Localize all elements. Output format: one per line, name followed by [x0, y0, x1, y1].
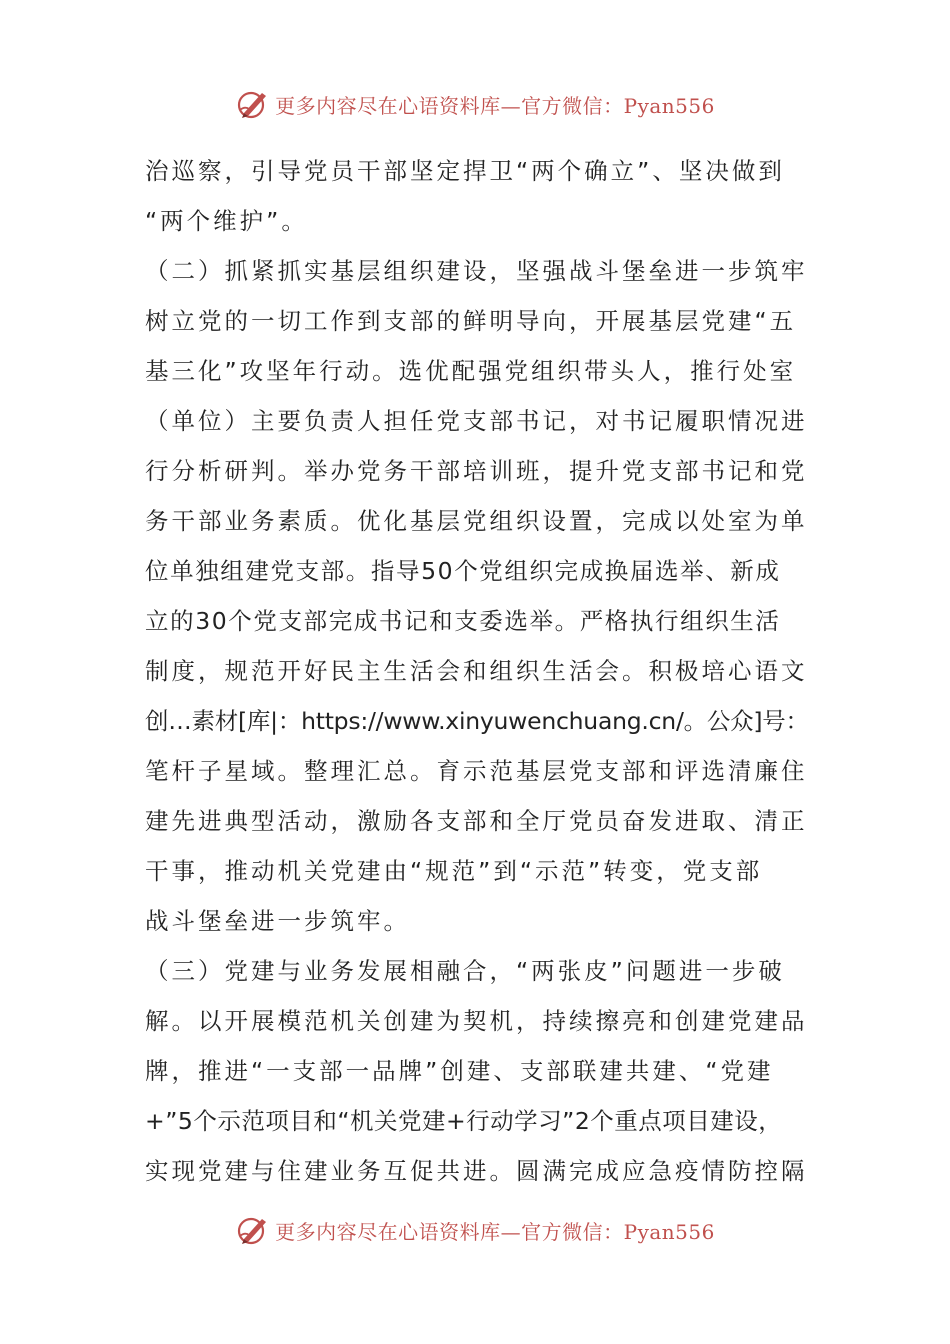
body-line: 制度，规范开好民主生活会和组织生活会。积极培心语文 — [145, 657, 808, 685]
body-line: 战斗堡垒进一步筑牢。 — [145, 907, 410, 935]
body-line: 立的30个党支部完成书记和支委选举。严格执行组织生活 — [145, 607, 781, 635]
body-line: +”5个示范项目和“机关党建+行动学习”2个重点项目建设， — [145, 1107, 783, 1135]
document-body — [145, 146, 815, 1196]
body-line: 解。以开展模范机关创建为契机，持续擦亮和创建党建品 — [145, 1007, 808, 1035]
body-line: （三）党建与业务发展相融合，“两张皮”问题进一步破 — [145, 957, 785, 985]
body-line: 实现党建与住建业务互促共进。圆满完成应急疫情防控隔 — [145, 1157, 808, 1185]
body-line: 牌，推进“一支部一品牌”创建、支部联建共建、“党建 — [145, 1057, 774, 1085]
pen-logo-icon — [235, 86, 271, 122]
body-line: 基三化”攻坚年行动。选优配强党组织带头人，推行处室 — [145, 357, 797, 385]
body-line: 树立党的一切工作到支部的鲜明导向，开展基层党建“五 — [145, 307, 797, 335]
body-line: 干事，推动机关党建由“规范”到“示范”转变，党支部 — [145, 857, 763, 885]
body-line: （二）抓紧抓实基层组织建设，坚强战斗堡垒进一步筑牢 — [145, 257, 808, 285]
body-line: 务干部业务素质。优化基层党组织设置，完成以处室为单 — [145, 507, 808, 535]
banner-text: 更多内容尽在心语资料库—官方微信：Pyan556 — [275, 93, 715, 118]
header-banner — [0, 84, 950, 124]
pen-logo-icon — [235, 1212, 271, 1248]
body-line: “两个维护”。 — [145, 207, 308, 235]
body-line: 治巡察，引导党员干部坚定捍卫“两个确立”、坚决做到 — [145, 157, 785, 185]
banner-text: 更多内容尽在心语资料库—官方微信：Pyan556 — [275, 1219, 715, 1244]
body-line: 笔杆子星域。整理汇总。育示范基层党支部和评选清廉住 — [145, 757, 808, 785]
body-line: （单位）主要负责人担任党支部书记，对书记履职情况进 — [145, 407, 808, 435]
body-line: 位单独组建党支部。指导50个党组织完成换届选举、新成 — [145, 557, 781, 585]
body-line: 行分析研判。举办党务干部培训班，提升党支部书记和党 — [145, 457, 808, 485]
body-line: 建先进典型活动，激励各支部和全厅党员奋发进取、清正 — [145, 807, 808, 835]
body-line: 创…素材[库|：https://www.xinyuwenchuang.cn/。公众]号： — [145, 707, 809, 735]
footer-banner — [0, 1210, 950, 1250]
